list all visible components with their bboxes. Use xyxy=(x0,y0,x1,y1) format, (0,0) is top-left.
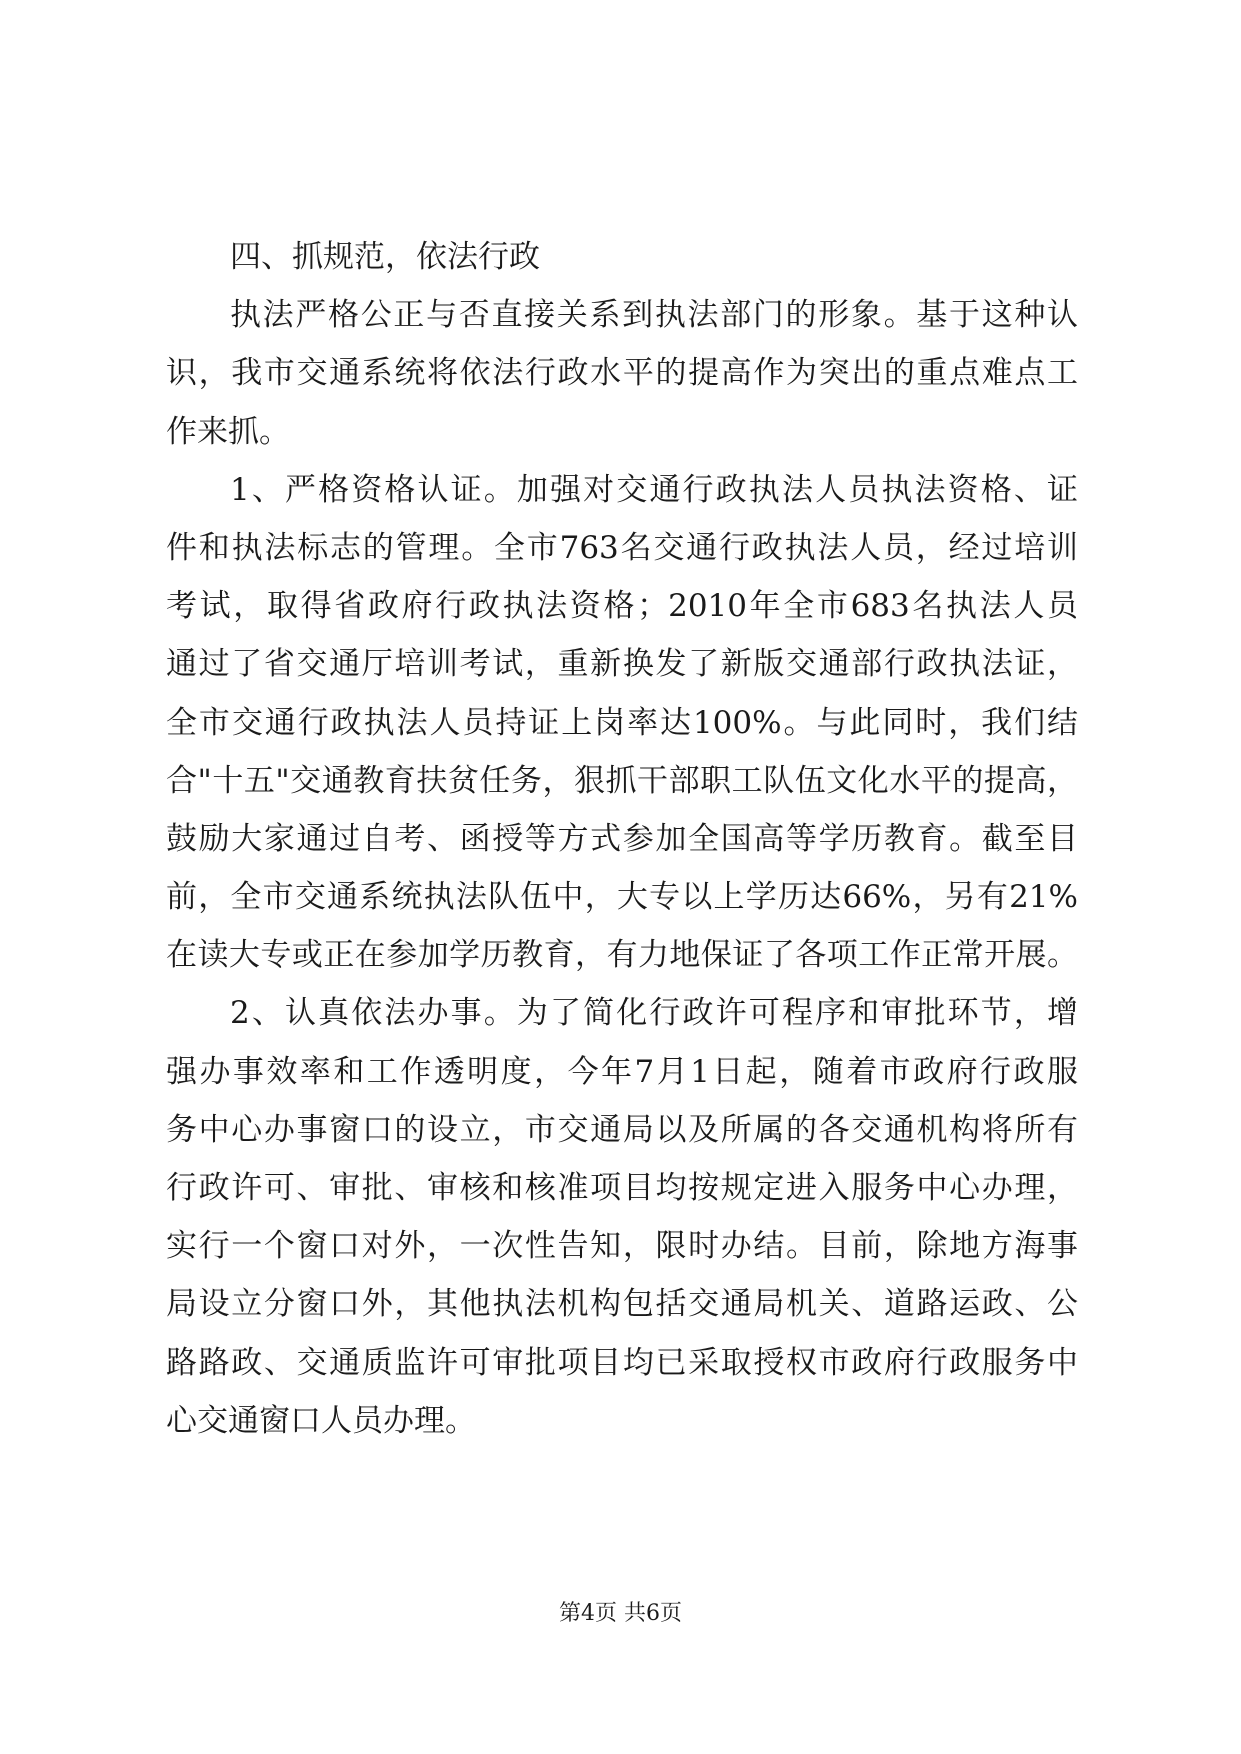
paragraph-line: 鼓励大家通过自考、函授等方式参加全国高等学历教育。截至目 xyxy=(166,820,1078,857)
paragraph-line: 路路政、交通质监许可审批项目均已采取授权市政府行政服务中 xyxy=(166,1344,1078,1381)
paragraph-line: 执法严格公正与否直接关系到执法部门的形象。基于这种认 xyxy=(230,297,1078,334)
document-body xyxy=(166,228,1078,1450)
paragraph-line: 行政许可、审批、审核和核准项目均按规定进入服务中心办理， xyxy=(166,1170,1078,1206)
paragraph-line: 实行一个窗口对外，一次性告知，限时办结。目前，除地方海事 xyxy=(166,1228,1078,1265)
paragraph-line: 合"十五"交通教育扶贫任务，狠抓干部职工队伍文化水平的提高， xyxy=(166,762,1078,799)
paragraph-line: 考试，取得省政府行政执法资格；2010年全市683名执法人员 xyxy=(166,588,1078,625)
paragraph-line: 全市交通行政执法人员持证上岗率达100%。与此同时，我们结 xyxy=(166,704,1078,741)
paragraph-3 xyxy=(166,984,1078,1450)
paragraph-line: 前，全市交通系统执法队伍中，大专以上学历达66%，另有21% xyxy=(166,879,1078,916)
paragraph-line: 件和执法标志的管理。全市763名交通行政执法人员，经过培训 xyxy=(166,529,1078,566)
paragraph-line: 心交通窗口人员办理。 xyxy=(166,1402,476,1439)
paragraph-line: 识，我市交通系统将依法行政水平的提高作为突出的重点难点工 xyxy=(166,355,1078,392)
paragraph-line: 务中心办事窗口的设立，市交通局以及所属的各交通机构将所有 xyxy=(166,1111,1078,1148)
section-title: 四、抓规范，依法行政 xyxy=(230,239,540,275)
paragraph-line: 通过了省交通厅培训考试，重新换发了新版交通部行政执法证， xyxy=(166,646,1078,683)
paragraph-line: 2、认真依法办事。为了简化行政许可程序和审批环节，增 xyxy=(230,995,1078,1032)
paragraph-line: 作来抓。 xyxy=(166,413,290,450)
paragraph-line: 局设立分窗口外，其他执法机构包括交通局机关、道路运政、公 xyxy=(166,1286,1078,1323)
paragraph-1 xyxy=(166,286,1078,461)
paragraph-2 xyxy=(166,461,1078,985)
page-number-footer: 第4页 共6页 xyxy=(559,1601,682,1626)
paragraph-line: 强办事效率和工作透明度，今年7月1日起，随着市政府行政服 xyxy=(166,1053,1078,1090)
paragraph-line: 在读大专或正在参加学历教育，有力地保证了各项工作正常开展。 xyxy=(166,937,1078,974)
paragraph-line: 1、严格资格认证。加强对交通行政执法人员执法资格、证 xyxy=(230,471,1078,508)
